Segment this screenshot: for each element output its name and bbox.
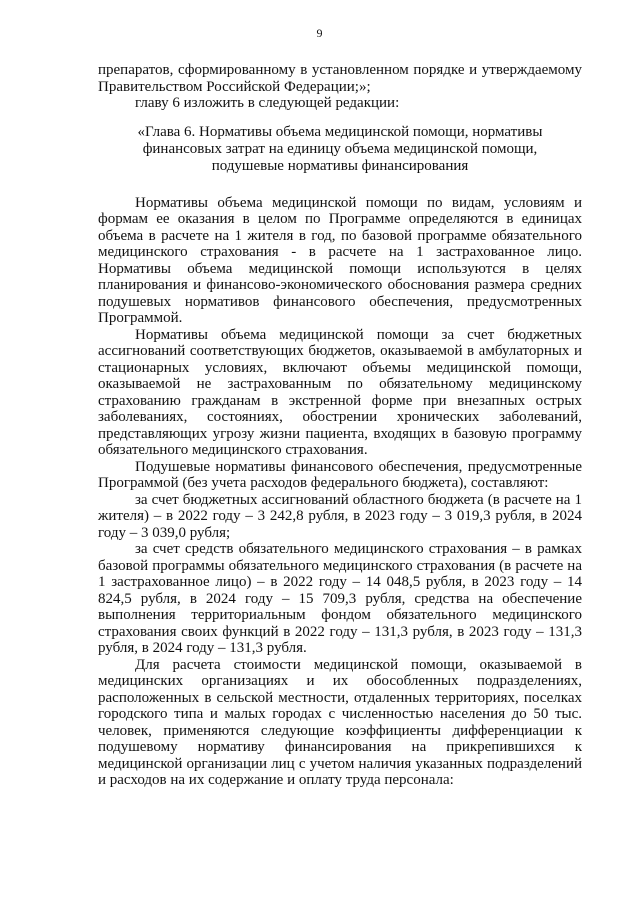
- chapter-heading-line: финансовых затрат на единицу объема медицинской помощи,: [142, 140, 538, 157]
- chapter-heading-line: «Глава 6. Нормативы объема медицинской помощи, нормативы: [137, 123, 543, 140]
- paragraph-continuation: препаратов, сформированному в установленном порядке и утверждаемому Правительством Российской Федерации;»;: [98, 62, 582, 95]
- paragraph: за счет бюджетных ассигнований областного бюджета (в расчете на 1 жителя) – в 2022 году – 3 242,8 рубля, в 2023 году – 3 019,3 рубля, в 2024 году – 3 039,0 рубля;: [98, 491, 582, 541]
- paragraph: Нормативы объема медицинской помощи по видам, условиям и формам ее оказания в целом по Программе определяются в единицах объема в расчете на 1 жителя в год, по базовой программе обязательного медицинского страхования - в расчете на 1 застрахованное лицо. Нормативы объема медицинской помощи используются в целях планирования и финансово-экономического обоснования размера средних подушевых нормативов финансового обеспечения, предусмотренных Программой.: [98, 194, 582, 326]
- paragraph: Нормативы объема медицинской помощи за счет бюджетных ассигнований соответствующих бюджетов, оказываемой в амбулаторных и стационарных условиях, включают объемы медицинской помощи, оказываемой не застрахованным по обязательному медицинскому страхованию гражданам в экстренной форме при внезапных острых заболеваниях, состояниях, обострении хронических заболеваний, представляющих угрозу жизни пациента, входящих в базовую программу обязательного медицинского страхования.: [98, 326, 582, 458]
- chapter-heading: [98, 124, 582, 175]
- page-number: 9: [316, 26, 323, 40]
- paragraph-instruction: главу 6 изложить в следующей редакции:: [135, 95, 400, 111]
- chapter-heading-line: подушевые нормативы финансирования: [211, 157, 469, 174]
- document-body: [98, 62, 582, 789]
- paragraph: Подушевые нормативы финансового обеспечения, предусмотренные Программой (без учета расходов федерального бюджета), составляют:: [98, 458, 582, 491]
- paragraph: Для расчета стоимости медицинской помощи, оказываемой в медицинских организациях и их обособленных подразделениях, расположенных в сельской местности, отдаленных территориях, поселках городского типа и малых городах с численностью населения до 50 тыс. человек, применяются следующие коэффициенты дифференциации к подушевому нормативу финансирования на прикрепившихся к медицинской организации лиц с учетом наличия указанных подразделений и расходов на их содержание и оплату труда персонала:: [98, 656, 582, 788]
- paragraph: за счет средств обязательного медицинского страхования – в рамках базовой программы обязательного медицинского страхования (в расчете на 1 застрахованное лицо) – в 2022 году – 14 048,5 рубля, в 2023 году – 14 824,5 рубля, в 2024 году – 15 709,3 рубля, средства на обеспечение выполнения территориальным фондом обязательного медицинского страхования своих функций в 2022 году – 131,3 рубля, в 2023 году – 131,3 рубля, в 2024 году – 131,3 рубля.: [98, 541, 582, 656]
